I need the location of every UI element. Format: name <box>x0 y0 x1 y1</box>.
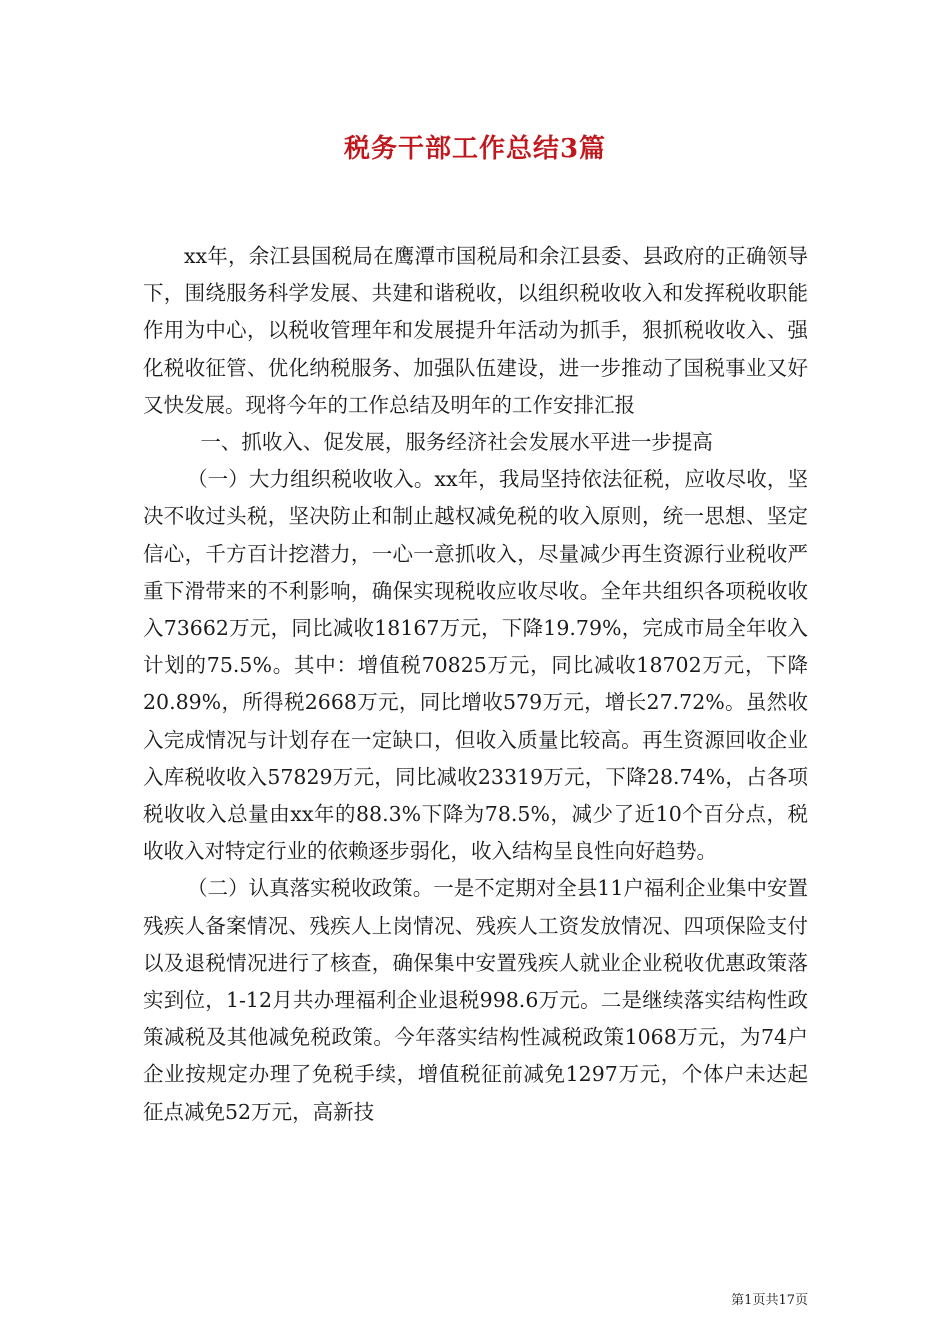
paragraph-tax-policy: （二）认真落实税收政策。一是不定期对全县11户福利企业集中安置残疾人备案情况、残疾人上岗情况、残疾人工资发放情况、四项保险支付以及退税情况进行了核查，确保集中安置残疾人就业企业税收优惠政策落实到位，1-12月共办理福利企业退税998.6万元。二是继续落实结构性政策减税及其他减免税政策。今年落实结构性减税政策1068万元，为74户企业按规定办理了免税手续，增值税征前减免1297万元，个体户未达起征点减免52万元，高新技 <box>143 876 808 1124</box>
section-heading: 一、抓收入、促发展，服务经济社会发展水平进一步提高 <box>200 430 713 455</box>
intro-paragraph: xx年，余江县国税局在鹰潭市国税局和余江县委、县政府的正确领导下，围绕服务科学发展、共建和谐税收，以组织税收收入和发挥税收职能作用为中心，以税收管理年和发展提升年活动为抓手，狠抓税收收入、强化税收征管、优化纳税服务、加强队伍建设，进一步推动了国税事业又好又快发展。现将今年的工作总结及明年的工作安排汇报 <box>143 244 808 417</box>
page-number: 第1页共17页 <box>731 1293 808 1308</box>
document-body <box>143 238 808 1131</box>
paragraph-tax-revenue: （一）大力组织税收收入。xx年，我局坚持依法征税，应收尽收，坚决不收过头税，坚决防止和制止越权减免税的收入原则，统一思想、坚定信心，千方百计挖潜力，一心一意抓收入，尽量减少再生资源行业税收严重下滑带来的不利影响，确保实现税收应收尽收。全年共组织各项税收收入73662万元，同比减收18167万元，下降19.79%，完成市局全年收入计划的75.5%。其中：增值税70825万元，同比减收18702万元，下降20.89%，所得税2668万元，同比增收579万元，增长27.72%。虽然收入完成情况与计划存在一定缺口，但收入质量比较高。再生资源回收企业入库税收收入57829万元，同比减收23319万元，下降28.74%，占各项税收收入总量由xx年的88.3%下降为78.5%，减少了近10个百分点，税收收入对特定行业的依赖逐步弱化，收入结构呈良性向好趋势。 <box>143 467 808 864</box>
page-title: 税务干部工作总结3篇 <box>343 134 607 164</box>
